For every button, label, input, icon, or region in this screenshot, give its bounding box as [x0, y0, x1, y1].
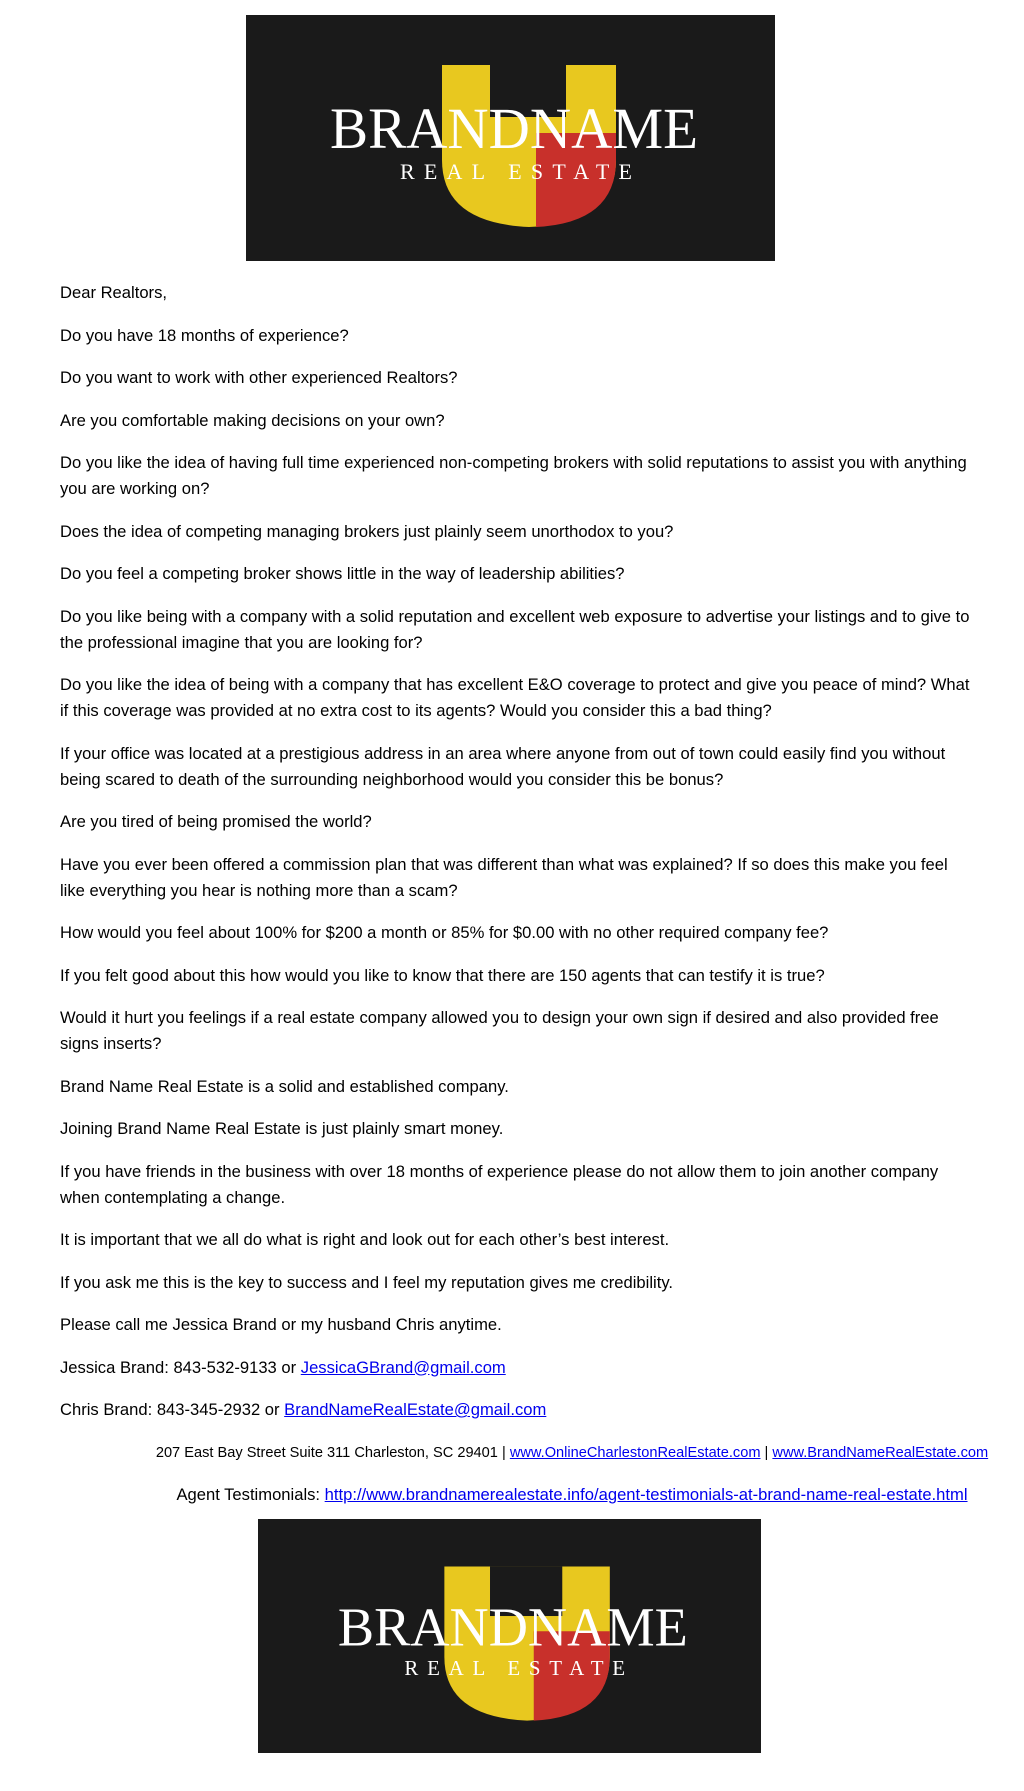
logo-graphic	[246, 15, 775, 261]
contact-chris-email-link[interactable]: BrandNameRealEstate@gmail.com	[284, 1400, 547, 1419]
logo-sub-text: REAL ESTATE	[400, 159, 632, 184]
paragraph: It is important that we all do what is right and look out for each other’s best interest.	[60, 1230, 670, 1249]
logo-graphic	[258, 1519, 761, 1753]
contact-jessica	[60, 1355, 970, 1381]
paragraph: Do you want to work with other experienced Realtors?	[60, 368, 458, 387]
office-address: 207 East Bay Street Suite 311 Charleston, SC 29401	[155, 1444, 498, 1461]
paragraph: If you ask me this is the key to success and I feel my reputation gives me credibility.	[60, 1272, 674, 1292]
paragraph: Are you tired of being promised the world?	[60, 812, 372, 831]
website-link-brandname[interactable]: www.BrandNameRealEstate.com	[772, 1444, 989, 1461]
website-link-charleston[interactable]: www.OnlineCharlestonRealEstate.com	[509, 1444, 761, 1461]
contact-jessica-email-link[interactable]: JessicaGBrand@gmail.com	[300, 1357, 506, 1377]
separator: |	[501, 1444, 506, 1461]
contact-chris	[60, 1397, 970, 1423]
paragraph: Have you ever been offered a commission plan that was different than what was explained? If so does this make you feel like everything you hear is nothing more than a scam?	[60, 854, 948, 900]
paragraph: Do you like the idea of having full time experienced non-competing brokers with solid reputations to assist you with anything you are working on?	[60, 453, 967, 498]
brand-logo-bottom	[258, 1519, 761, 1753]
paragraph: Do you feel a competing broker shows little in the way of leadership abilities?	[60, 564, 625, 583]
paragraph: Are you comfortable making decisions on your own?	[60, 410, 445, 430]
paragraph: Please call me Jessica Brand or my husband Chris anytime.	[60, 1315, 502, 1334]
address-line	[60, 1440, 1024, 1466]
paragraph: Brand Name Real Estate is a solid and established company.	[60, 1076, 509, 1096]
logo-brand-text: BRANDNAME	[337, 1596, 688, 1658]
logo-sub-text: REAL ESTATE	[404, 1655, 626, 1681]
testimonials-line	[60, 1482, 1024, 1508]
letter-body	[60, 280, 989, 1525]
paragraph: Do you have 18 months of experience?	[60, 325, 349, 345]
paragraph: Do you like being with a company with a solid reputation and excellent web exposure to advertise your listings and to give to the professional imagine that you are looking for?	[60, 606, 970, 652]
paragraph: Joining Brand Name Real Estate is just plainly smart money.	[60, 1119, 504, 1138]
paragraph: If you felt good about this how would you like to know that there are 150 agents that can testify it is true?	[60, 965, 825, 985]
contact-chris-phone: Chris Brand: 843-345-2932 or	[60, 1400, 285, 1419]
paragraph: If your office was located at a prestigious address in an area where anyone from out of town could easily find you without being scared to death of the surrounding neighborhood would you consider this be bonus?	[60, 743, 946, 789]
testimonials-link[interactable]: http://www.brandnamerealestate.info/agent-testimonials-at-brand-name-real-estate.html	[324, 1485, 968, 1504]
separator: |	[764, 1444, 769, 1461]
paragraph: Do you like the idea of being with a company that has excellent E&O coverage to protect and give you peace of mind? What if this coverage was provided at no extra cost to its agents? Would you consider this a bad thing?	[60, 675, 970, 720]
greeting: Dear Realtors,	[60, 283, 167, 302]
testimonials-label: Agent Testimonials:	[176, 1485, 325, 1504]
brand-logo-top	[246, 15, 775, 261]
paragraph: Does the idea of competing managing brokers just plainly seem unorthodox to you?	[60, 521, 674, 541]
logo-brand-text: BRANDNAME	[330, 96, 698, 161]
paragraph: If you have friends in the business with over 18 months of experience please do not allow them to join another company when contemplating a change.	[60, 1161, 939, 1207]
contact-jessica-phone: Jessica Brand: 843-532-9133 or	[60, 1357, 301, 1377]
paragraph: How would you feel about 100% for $200 a month or 85% for $0.00 with no other required company fee?	[60, 923, 829, 942]
paragraph: Would it hurt you feelings if a real estate company allowed you to design your own sign if desired and also provided free signs inserts?	[60, 1008, 939, 1053]
